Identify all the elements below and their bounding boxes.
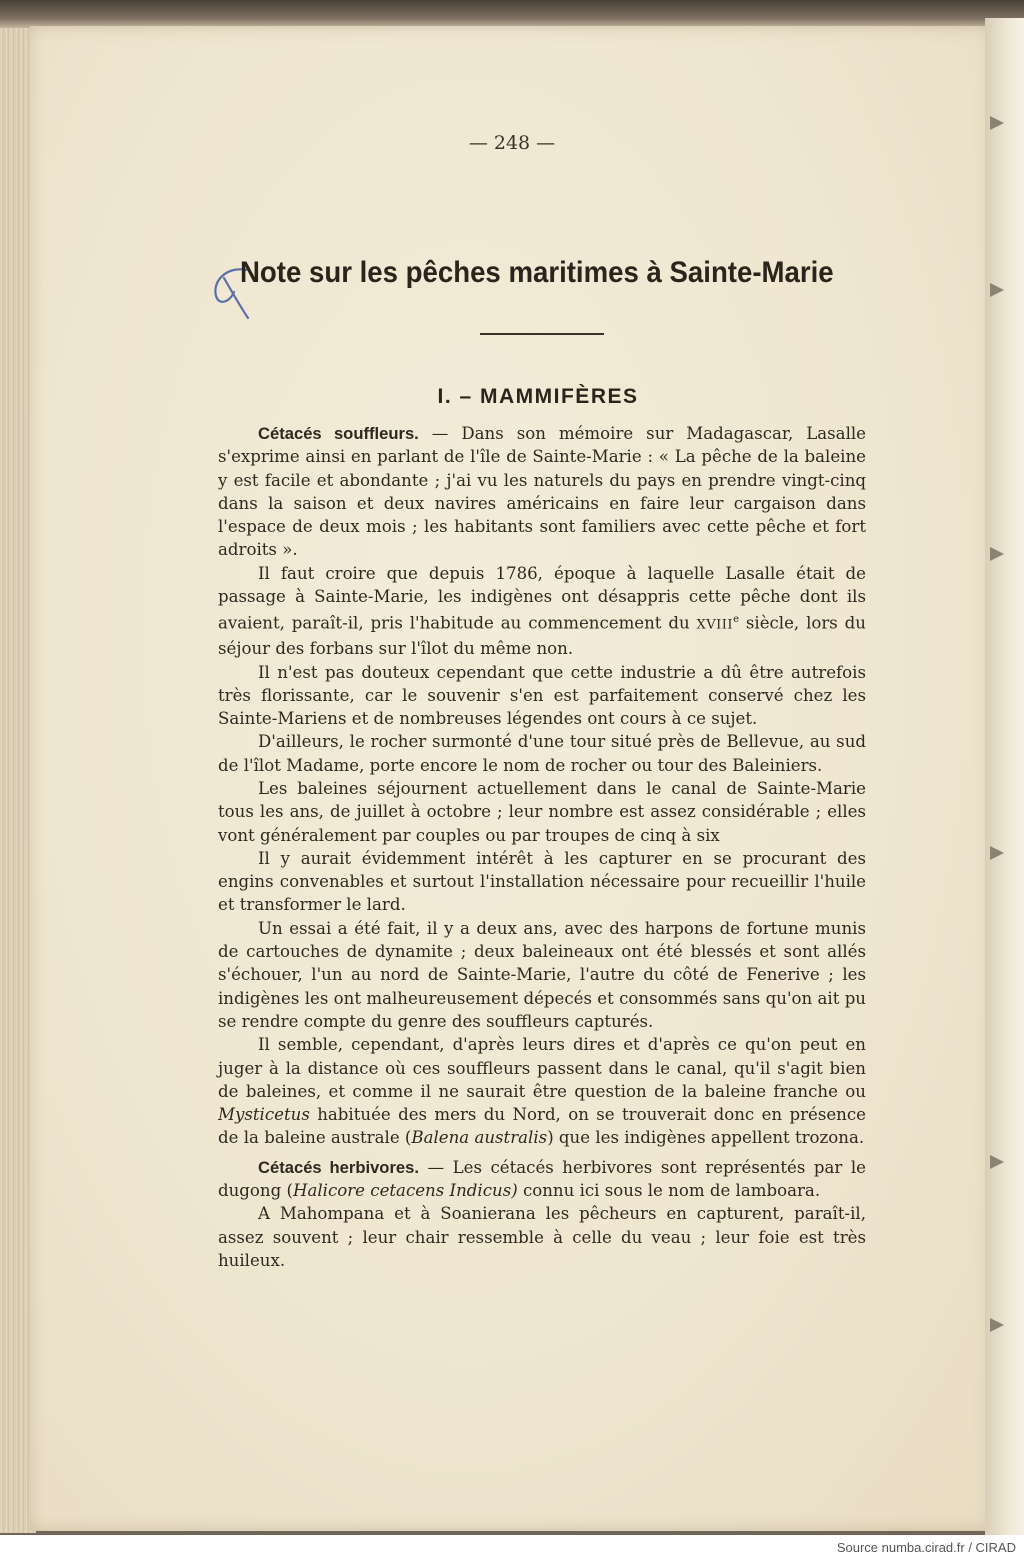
- century-numeral: XVIII: [696, 617, 734, 633]
- paragraph-text: siècle, lors du séjour des forbans sur l'îlot du même non.: [218, 613, 866, 659]
- paragraph-lead: Cétacés souffleurs.: [258, 424, 419, 443]
- paragraph: [218, 562, 866, 661]
- paragraph-text: connu ici sous le nom de lamboara.: [517, 1181, 821, 1201]
- paragraph: Un essai a été fait, il y a deux ans, avec des harpons de fortune munis de cartouches de dynamite ; deux baleineaux ont été blessés et sont allés s'échouer, l'un au nord de Sainte-Marie, l'autre du côté de Fenerive ; les indigènes les ont malheureusement dépecés et consommés sans qu'on ait pu se rendre compte du genre des souffleurs capturés.: [218, 918, 866, 1031]
- paragraph-text: Il faut croire que depuis 1786, époque à laquelle Lasalle était de passage à Sainte-Marie, les indigènes ont désappris cette pêche dont ils avaient, paraît-il, pris l'habitude au commencement du: [218, 563, 866, 633]
- article-body: [218, 422, 866, 1272]
- page-number: — 248 —: [468, 132, 556, 154]
- paragraph: Les baleines séjournent actuellement dans le canal de Sainte-Marie tous les ans, de juillet à octobre ; leur nombre est assez considérable ; elles vont généralement par couples ou par troupes de cinq à six: [218, 778, 866, 845]
- paragraph: [218, 1033, 866, 1149]
- paragraph: Il n'est pas douteux cependant que cette industrie a dû être autrefois très florissante, car le souvenir s'en est parfaitement conservé chez les Sainte-Mariens et de nombreuses légendes ont cours à ce sujet.: [218, 662, 866, 729]
- page-tab-marker: [990, 846, 1004, 860]
- page-tab-marker: [990, 547, 1004, 561]
- page-tab-marker: [990, 116, 1004, 130]
- page-tab-marker: [990, 1318, 1004, 1332]
- article-title: Note sur les pêches maritimes à Sainte-Marie: [240, 256, 834, 289]
- italic-term: Balena australis: [411, 1128, 548, 1148]
- page-tab-marker: [990, 283, 1004, 297]
- paragraph: A Mahompana et à Soanierana les pêcheurs en capturent, paraît-il, assez souvent ; leur chair ressemble à celle du veau ; leur foie est très huileux.: [218, 1204, 866, 1270]
- source-credit: Source numba.cirad.fr / CIRAD: [836, 1540, 1016, 1555]
- title-divider: [480, 333, 604, 335]
- paragraph: D'ailleurs, le rocher surmonté d'une tour situé près de Bellevue, au sud de l'îlot Madame, porte encore le nom de rocher ou tour des Baleiniers.: [218, 732, 866, 775]
- paragraph-text: habituée des mers du Nord, on se trouverait donc en présence de la baleine australe (: [218, 1105, 866, 1148]
- paragraph-text: — Dans son mémoire sur Madagascar, Lasalle s'exprime ainsi en parlant de l'île de Sainte-Marie : « La pêche de la baleine y est facile et abondante ; j'ai vu les naturels du pays en prendre vingt-cinq dans la saison et deux navires américains en faire leur cargaison dans l'espace de deux mois ; les habitants sont familiers avec cette pêche et fort adroits ».: [218, 424, 867, 560]
- paragraph: [218, 1156, 866, 1203]
- paragraph-text: — Les cétacés herbivores sont représentés par le dugong (: [218, 1157, 866, 1201]
- italic-term: Halicore cetacens Indicus): [292, 1181, 518, 1201]
- book-fore-edge: [985, 18, 1024, 1535]
- paragraph: [218, 422, 866, 562]
- superscript: e: [733, 614, 739, 626]
- paragraph-lead: Cétacés herbivores.: [258, 1157, 419, 1177]
- page-tab-marker: [990, 1155, 1004, 1169]
- italic-term: Mysticetus: [218, 1105, 310, 1125]
- paragraph: Il y aurait évidemment intérêt à les capturer en se procurant des engins convenables et surtout l'installation nécessaire pour recueillir l'huile et transformer le lard.: [218, 848, 866, 915]
- paragraph-text: ) que les indigènes appellent trozona.: [547, 1128, 865, 1148]
- section-heading: I. – MAMMIFÈRES: [437, 385, 639, 408]
- paragraph-text: Il semble, cependant, d'après leurs dires et d'après ce qu'on peut en juger à la distance où ces souffleurs passent dans le canal, qu'il s'agit bien de baleines, et comme il ne saurait être question de la baleine franche ou: [218, 1035, 866, 1101]
